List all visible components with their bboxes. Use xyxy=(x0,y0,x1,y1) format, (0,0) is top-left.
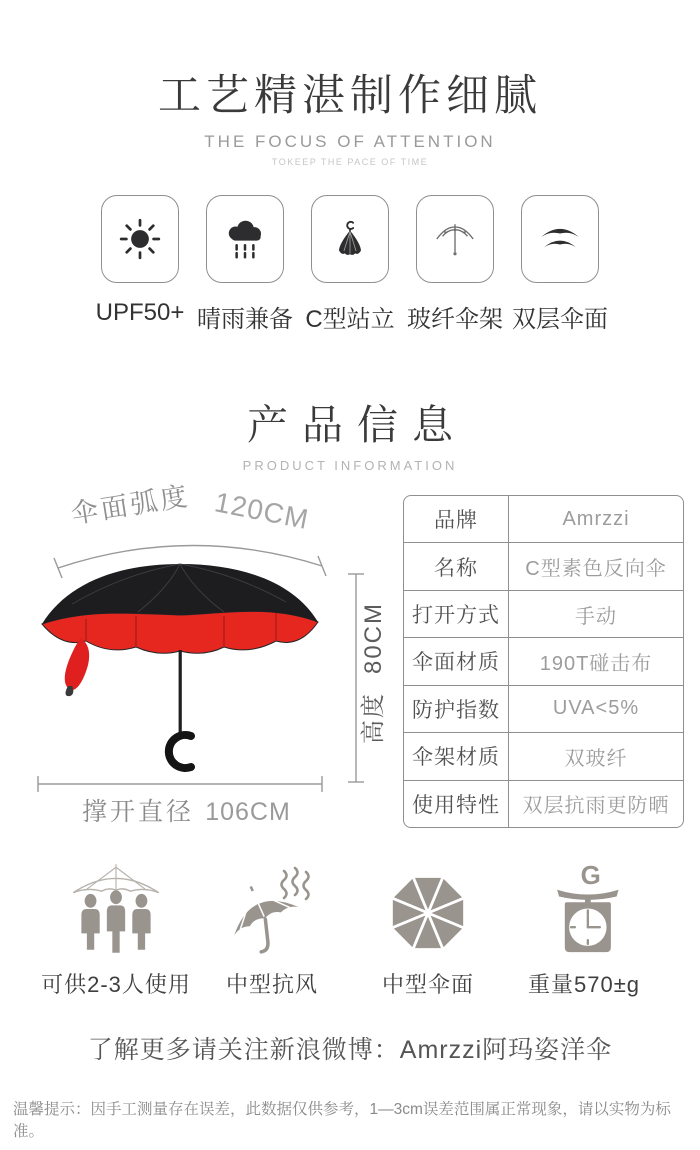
diameter-dimension-value: 106CM xyxy=(205,798,291,826)
rain-cloud-icon xyxy=(206,195,284,283)
page-tagline: TOKEEP THE PACE OF TIME xyxy=(271,157,429,167)
double-layer-canopy-icon xyxy=(521,195,599,283)
table-row xyxy=(404,733,683,780)
section-subtitle: PRODUCT INFORMATION xyxy=(242,458,458,473)
feature-c-stand xyxy=(305,195,395,334)
spec-label: 品牌 xyxy=(404,496,509,542)
table-row xyxy=(404,638,683,685)
usage-weight xyxy=(506,862,662,999)
spec-label: 防护指数 xyxy=(404,686,509,732)
section-title: 产品信息 xyxy=(247,402,467,448)
spec-table xyxy=(403,495,684,828)
feature-double-canopy xyxy=(512,195,608,334)
usage-capacity xyxy=(38,862,194,999)
c-shaped-handle xyxy=(169,735,191,768)
sun-icon xyxy=(101,195,179,283)
people-under-umbrella-icon xyxy=(60,862,172,956)
table-row xyxy=(404,543,683,590)
spec-value: 双玻纤 xyxy=(564,747,628,770)
height-dimension-value: 80CM xyxy=(360,601,387,675)
feature-label: UPF50+ xyxy=(95,299,185,326)
weibo-follow-text: 了解更多请关注新浪微博：Amrzzi阿玛姿洋伞 xyxy=(87,1036,613,1064)
spec-label: 打开方式 xyxy=(404,591,509,637)
windproof-umbrella-icon xyxy=(222,862,322,956)
umbrella-pole xyxy=(179,650,182,736)
feature-rain-or-shine xyxy=(197,195,293,334)
diameter-dimension-label: 撑开直径 xyxy=(81,798,195,826)
feature-label: 晴雨兼备 xyxy=(197,306,293,333)
arc-dimension-value: 120CM xyxy=(212,486,312,535)
page-subtitle: THE FOCUS OF ATTENTION xyxy=(204,132,496,151)
page-title: 工艺精湛制作细腻 xyxy=(158,72,542,120)
spec-label: 伞架材质 xyxy=(404,733,509,779)
usage-label: 重量570±g xyxy=(527,972,641,997)
table-row xyxy=(404,686,683,733)
feature-badges xyxy=(0,195,700,334)
umbrella-dimension-figure xyxy=(20,478,400,830)
arc-dimension-label: 伞面弧度 xyxy=(68,480,193,530)
spec-label: 伞面材质 xyxy=(404,638,509,684)
feature-label: C型站立 xyxy=(305,306,395,333)
spec-value: UVA<5% xyxy=(552,697,640,720)
spec-value: 手动 xyxy=(575,605,617,628)
spec-value: Amrzzi xyxy=(562,507,630,530)
height-dimension-label: 高度 xyxy=(360,692,387,744)
usage-label: 中型伞面 xyxy=(381,972,474,997)
spec-value: C型素色反向伞 xyxy=(525,558,667,581)
table-row xyxy=(404,591,683,638)
usage-canopy-size xyxy=(350,862,506,999)
feature-label: 双层伞面 xyxy=(512,306,608,333)
spec-label: 名称 xyxy=(404,543,509,589)
spec-value: 190T碰击布 xyxy=(539,652,653,675)
umbrella-strap xyxy=(65,638,89,690)
usage-label: 中型抗风 xyxy=(225,972,318,997)
feature-fiberglass-frame xyxy=(407,195,503,334)
scale-g-glyph: G xyxy=(580,862,601,890)
inverted-umbrella-standing-icon xyxy=(311,195,389,283)
table-row xyxy=(404,496,683,543)
product-info-section-header xyxy=(0,392,700,473)
spec-value: 双层抗雨更防晒 xyxy=(522,795,670,818)
umbrella-top-view-icon xyxy=(385,862,471,956)
feature-upf xyxy=(95,195,185,334)
umbrella-frame-icon xyxy=(416,195,494,283)
measurement-disclaimer: 温馨提示：因手工测量存在误差，此数据仅供参考，1—3cm误差范围属正常现象，请以实物为标准。 xyxy=(13,1101,671,1140)
usage-feature-row xyxy=(38,862,662,999)
table-row xyxy=(404,781,683,827)
header xyxy=(0,62,700,167)
feature-label: 玻纤伞架 xyxy=(407,306,503,333)
weight-scale-icon xyxy=(536,862,632,956)
usage-label: 可供2-3人使用 xyxy=(41,972,191,997)
usage-windproof xyxy=(194,862,350,999)
spec-label: 使用特性 xyxy=(404,781,509,827)
